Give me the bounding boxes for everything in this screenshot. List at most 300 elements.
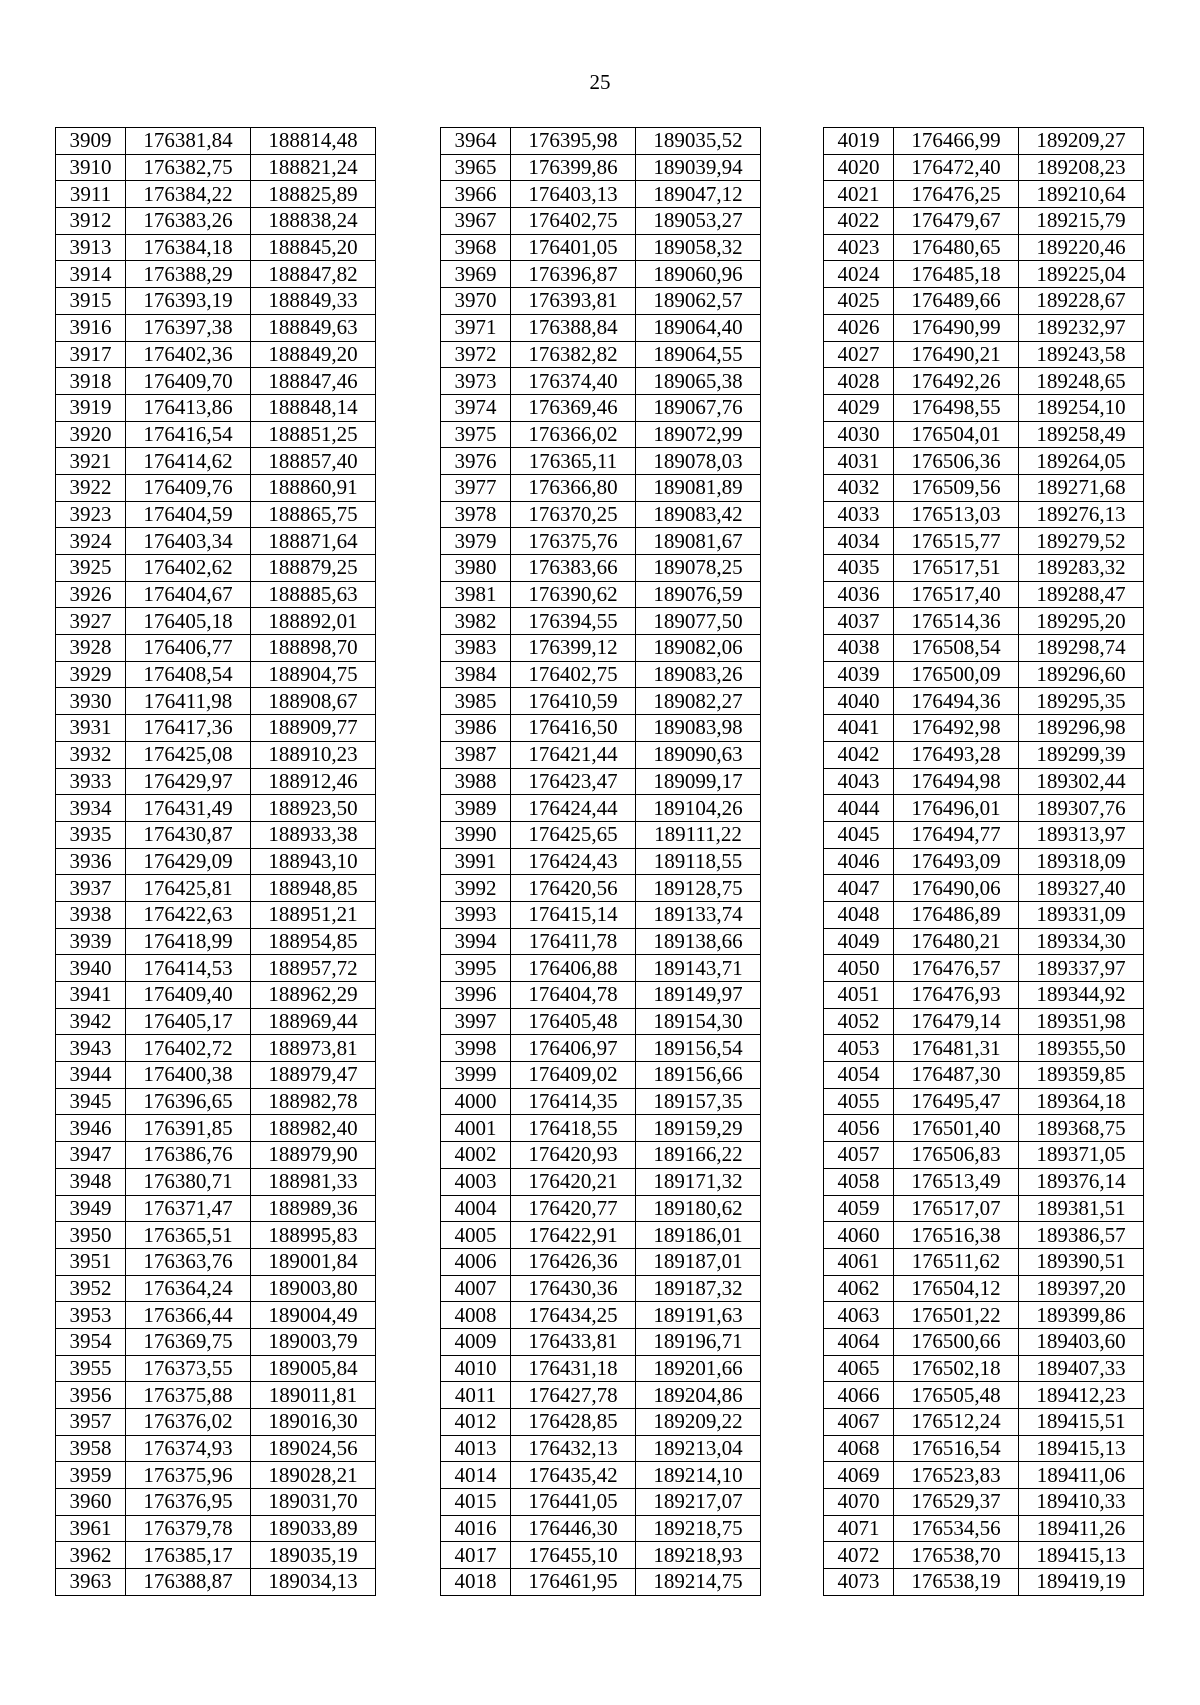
point-number-cell: 4000 xyxy=(441,1088,511,1115)
y-coordinate-cell: 189078,03 xyxy=(636,448,761,475)
table-row xyxy=(441,1115,761,1142)
x-coordinate-cell: 176425,65 xyxy=(511,821,636,848)
table-row xyxy=(56,288,376,315)
x-coordinate-cell: 176388,87 xyxy=(126,1569,251,1596)
table-row xyxy=(56,368,376,395)
point-number-cell: 4052 xyxy=(824,1008,894,1035)
x-coordinate-cell: 176400,38 xyxy=(126,1062,251,1089)
y-coordinate-cell: 189149,97 xyxy=(636,982,761,1009)
x-coordinate-cell: 176504,01 xyxy=(894,421,1019,448)
y-coordinate-cell: 188982,78 xyxy=(251,1088,376,1115)
x-coordinate-cell: 176485,18 xyxy=(894,261,1019,288)
x-coordinate-cell: 176500,09 xyxy=(894,661,1019,688)
y-coordinate-cell: 188849,63 xyxy=(251,314,376,341)
point-number-cell: 4069 xyxy=(824,1462,894,1489)
point-number-cell: 3919 xyxy=(56,394,126,421)
y-coordinate-cell: 189232,97 xyxy=(1019,314,1144,341)
table-row xyxy=(441,688,761,715)
table-row xyxy=(56,1382,376,1409)
y-coordinate-cell: 188892,01 xyxy=(251,608,376,635)
table-row xyxy=(441,474,761,501)
x-coordinate-cell: 176410,59 xyxy=(511,688,636,715)
x-coordinate-cell: 176375,88 xyxy=(126,1382,251,1409)
x-coordinate-cell: 176505,48 xyxy=(894,1382,1019,1409)
y-coordinate-cell: 189157,35 xyxy=(636,1088,761,1115)
table-row xyxy=(56,341,376,368)
y-coordinate-cell: 189035,52 xyxy=(636,128,761,155)
point-number-cell: 3987 xyxy=(441,741,511,768)
point-number-cell: 4024 xyxy=(824,261,894,288)
x-coordinate-cell: 176502,18 xyxy=(894,1355,1019,1382)
x-coordinate-cell: 176399,86 xyxy=(511,154,636,181)
table-row xyxy=(824,501,1144,528)
x-coordinate-cell: 176388,29 xyxy=(126,261,251,288)
table-row xyxy=(56,501,376,528)
point-number-cell: 3967 xyxy=(441,208,511,235)
table-row xyxy=(441,128,761,155)
point-number-cell: 3995 xyxy=(441,955,511,982)
x-coordinate-cell: 176373,55 xyxy=(126,1355,251,1382)
point-number-cell: 3944 xyxy=(56,1062,126,1089)
y-coordinate-cell: 189067,76 xyxy=(636,394,761,421)
table-row xyxy=(56,1035,376,1062)
point-number-cell: 4040 xyxy=(824,688,894,715)
table-row xyxy=(56,1569,376,1596)
x-coordinate-cell: 176538,70 xyxy=(894,1542,1019,1569)
point-number-cell: 3911 xyxy=(56,181,126,208)
table-row xyxy=(441,928,761,955)
table-row xyxy=(441,1569,761,1596)
x-coordinate-cell: 176405,48 xyxy=(511,1008,636,1035)
table-row xyxy=(441,314,761,341)
y-coordinate-cell: 189218,93 xyxy=(636,1542,761,1569)
point-number-cell: 4013 xyxy=(441,1435,511,1462)
x-coordinate-cell: 176369,46 xyxy=(511,394,636,421)
point-number-cell: 3934 xyxy=(56,795,126,822)
x-coordinate-cell: 176511,62 xyxy=(894,1248,1019,1275)
y-coordinate-cell: 188948,85 xyxy=(251,875,376,902)
point-number-cell: 4028 xyxy=(824,368,894,395)
x-coordinate-cell: 176461,95 xyxy=(511,1569,636,1596)
point-number-cell: 3920 xyxy=(56,421,126,448)
point-number-cell: 3961 xyxy=(56,1515,126,1542)
y-coordinate-cell: 189062,57 xyxy=(636,288,761,315)
y-coordinate-cell: 189403,60 xyxy=(1019,1328,1144,1355)
y-coordinate-cell: 189196,71 xyxy=(636,1328,761,1355)
table-row xyxy=(824,394,1144,421)
table-row xyxy=(441,608,761,635)
y-coordinate-cell: 189228,67 xyxy=(1019,288,1144,315)
table-row xyxy=(824,208,1144,235)
point-number-cell: 3966 xyxy=(441,181,511,208)
y-coordinate-cell: 189276,13 xyxy=(1019,501,1144,528)
x-coordinate-cell: 176494,77 xyxy=(894,821,1019,848)
x-coordinate-cell: 176384,18 xyxy=(126,234,251,261)
x-coordinate-cell: 176496,01 xyxy=(894,795,1019,822)
y-coordinate-cell: 189053,27 xyxy=(636,208,761,235)
point-number-cell: 3910 xyxy=(56,154,126,181)
point-number-cell: 4061 xyxy=(824,1248,894,1275)
x-coordinate-cell: 176369,75 xyxy=(126,1328,251,1355)
table-row xyxy=(824,154,1144,181)
table-row xyxy=(824,261,1144,288)
x-coordinate-cell: 176425,81 xyxy=(126,875,251,902)
point-number-cell: 4062 xyxy=(824,1275,894,1302)
point-number-cell: 4032 xyxy=(824,474,894,501)
point-number-cell: 3983 xyxy=(441,635,511,662)
coordinates-table-3 xyxy=(823,127,1144,1596)
y-coordinate-cell: 189028,21 xyxy=(251,1462,376,1489)
y-coordinate-cell: 189065,38 xyxy=(636,368,761,395)
x-coordinate-cell: 176409,02 xyxy=(511,1062,636,1089)
x-coordinate-cell: 176476,57 xyxy=(894,955,1019,982)
point-number-cell: 4010 xyxy=(441,1355,511,1382)
point-number-cell: 4072 xyxy=(824,1542,894,1569)
point-number-cell: 3947 xyxy=(56,1142,126,1169)
x-coordinate-cell: 176411,98 xyxy=(126,688,251,715)
y-coordinate-cell: 189064,55 xyxy=(636,341,761,368)
table-row xyxy=(824,1142,1144,1169)
x-coordinate-cell: 176406,77 xyxy=(126,635,251,662)
table-row xyxy=(441,1328,761,1355)
y-coordinate-cell: 189031,70 xyxy=(251,1489,376,1516)
y-coordinate-cell: 189083,26 xyxy=(636,661,761,688)
point-number-cell: 4067 xyxy=(824,1409,894,1436)
y-coordinate-cell: 188847,82 xyxy=(251,261,376,288)
y-coordinate-cell: 189187,32 xyxy=(636,1275,761,1302)
y-coordinate-cell: 189081,67 xyxy=(636,528,761,555)
point-number-cell: 4007 xyxy=(441,1275,511,1302)
point-number-cell: 4065 xyxy=(824,1355,894,1382)
point-number-cell: 4057 xyxy=(824,1142,894,1169)
x-coordinate-cell: 176479,14 xyxy=(894,1008,1019,1035)
y-coordinate-cell: 189411,26 xyxy=(1019,1515,1144,1542)
y-coordinate-cell: 188951,21 xyxy=(251,901,376,928)
table-row xyxy=(824,234,1144,261)
x-coordinate-cell: 176479,67 xyxy=(894,208,1019,235)
coordinates-table-1 xyxy=(55,127,376,1596)
table-row xyxy=(56,848,376,875)
x-coordinate-cell: 176490,21 xyxy=(894,341,1019,368)
table-row xyxy=(824,1088,1144,1115)
table-row xyxy=(441,1462,761,1489)
point-number-cell: 3997 xyxy=(441,1008,511,1035)
x-coordinate-cell: 176493,09 xyxy=(894,848,1019,875)
y-coordinate-cell: 189243,58 xyxy=(1019,341,1144,368)
x-coordinate-cell: 176495,47 xyxy=(894,1088,1019,1115)
x-coordinate-cell: 176517,51 xyxy=(894,555,1019,582)
table-row xyxy=(441,528,761,555)
y-coordinate-cell: 188979,47 xyxy=(251,1062,376,1089)
point-number-cell: 4027 xyxy=(824,341,894,368)
y-coordinate-cell: 189214,10 xyxy=(636,1462,761,1489)
table-row xyxy=(56,1328,376,1355)
table-row xyxy=(56,768,376,795)
table-row xyxy=(56,1542,376,1569)
y-coordinate-cell: 189060,96 xyxy=(636,261,761,288)
x-coordinate-cell: 176434,25 xyxy=(511,1302,636,1329)
table-row xyxy=(441,795,761,822)
table-row xyxy=(824,848,1144,875)
point-number-cell: 3942 xyxy=(56,1008,126,1035)
x-coordinate-cell: 176403,13 xyxy=(511,181,636,208)
x-coordinate-cell: 176476,25 xyxy=(894,181,1019,208)
x-coordinate-cell: 176425,08 xyxy=(126,741,251,768)
x-coordinate-cell: 176363,76 xyxy=(126,1248,251,1275)
table-row xyxy=(824,821,1144,848)
y-coordinate-cell: 189419,19 xyxy=(1019,1569,1144,1596)
x-coordinate-cell: 176432,13 xyxy=(511,1435,636,1462)
y-coordinate-cell: 189209,27 xyxy=(1019,128,1144,155)
x-coordinate-cell: 176493,28 xyxy=(894,741,1019,768)
table-row xyxy=(441,1355,761,1382)
table-row xyxy=(56,234,376,261)
table-row xyxy=(56,821,376,848)
point-number-cell: 4051 xyxy=(824,982,894,1009)
table-row xyxy=(56,1062,376,1089)
x-coordinate-cell: 176370,25 xyxy=(511,501,636,528)
y-coordinate-cell: 189209,22 xyxy=(636,1409,761,1436)
point-number-cell: 4058 xyxy=(824,1168,894,1195)
coordinates-table-2 xyxy=(440,127,761,1596)
point-number-cell: 3993 xyxy=(441,901,511,928)
y-coordinate-cell: 189064,40 xyxy=(636,314,761,341)
y-coordinate-cell: 189412,23 xyxy=(1019,1382,1144,1409)
y-coordinate-cell: 189364,18 xyxy=(1019,1088,1144,1115)
y-coordinate-cell: 188871,64 xyxy=(251,528,376,555)
point-number-cell: 3960 xyxy=(56,1489,126,1516)
point-number-cell: 3999 xyxy=(441,1062,511,1089)
x-coordinate-cell: 176397,38 xyxy=(126,314,251,341)
point-number-cell: 3963 xyxy=(56,1569,126,1596)
x-coordinate-cell: 176405,18 xyxy=(126,608,251,635)
y-coordinate-cell: 189128,75 xyxy=(636,875,761,902)
x-coordinate-cell: 176501,40 xyxy=(894,1115,1019,1142)
table-row xyxy=(56,1008,376,1035)
table-row xyxy=(824,181,1144,208)
point-number-cell: 4044 xyxy=(824,795,894,822)
table-row xyxy=(56,901,376,928)
point-number-cell: 3988 xyxy=(441,768,511,795)
y-coordinate-cell: 188825,89 xyxy=(251,181,376,208)
table-row xyxy=(441,1168,761,1195)
point-number-cell: 3912 xyxy=(56,208,126,235)
point-number-cell: 3930 xyxy=(56,688,126,715)
y-coordinate-cell: 188962,29 xyxy=(251,982,376,1009)
x-coordinate-cell: 176416,50 xyxy=(511,715,636,742)
point-number-cell: 4022 xyxy=(824,208,894,235)
x-coordinate-cell: 176430,87 xyxy=(126,821,251,848)
x-coordinate-cell: 176404,67 xyxy=(126,581,251,608)
point-number-cell: 4038 xyxy=(824,635,894,662)
table-row xyxy=(56,261,376,288)
point-number-cell: 3931 xyxy=(56,715,126,742)
y-coordinate-cell: 189283,32 xyxy=(1019,555,1144,582)
x-coordinate-cell: 176515,77 xyxy=(894,528,1019,555)
y-coordinate-cell: 188973,81 xyxy=(251,1035,376,1062)
x-coordinate-cell: 176538,19 xyxy=(894,1569,1019,1596)
table-row xyxy=(56,314,376,341)
x-coordinate-cell: 176426,36 xyxy=(511,1248,636,1275)
table-row xyxy=(824,1409,1144,1436)
point-number-cell: 3954 xyxy=(56,1328,126,1355)
table-row xyxy=(441,421,761,448)
y-coordinate-cell: 189318,09 xyxy=(1019,848,1144,875)
table-row xyxy=(441,555,761,582)
y-coordinate-cell: 188910,23 xyxy=(251,741,376,768)
x-coordinate-cell: 176396,65 xyxy=(126,1088,251,1115)
y-coordinate-cell: 188851,25 xyxy=(251,421,376,448)
point-number-cell: 3927 xyxy=(56,608,126,635)
x-coordinate-cell: 176403,34 xyxy=(126,528,251,555)
y-coordinate-cell: 188860,91 xyxy=(251,474,376,501)
table-row xyxy=(824,1035,1144,1062)
table-row xyxy=(824,1062,1144,1089)
point-number-cell: 3943 xyxy=(56,1035,126,1062)
y-coordinate-cell: 189082,27 xyxy=(636,688,761,715)
y-coordinate-cell: 188923,50 xyxy=(251,795,376,822)
point-number-cell: 3959 xyxy=(56,1462,126,1489)
table-row xyxy=(824,314,1144,341)
y-coordinate-cell: 189039,94 xyxy=(636,154,761,181)
table-row xyxy=(824,1382,1144,1409)
point-number-cell: 4042 xyxy=(824,741,894,768)
point-number-cell: 4030 xyxy=(824,421,894,448)
y-coordinate-cell: 189058,32 xyxy=(636,234,761,261)
x-coordinate-cell: 176420,93 xyxy=(511,1142,636,1169)
y-coordinate-cell: 189034,13 xyxy=(251,1569,376,1596)
y-coordinate-cell: 189083,98 xyxy=(636,715,761,742)
table-row xyxy=(441,821,761,848)
x-coordinate-cell: 176381,84 xyxy=(126,128,251,155)
point-number-cell: 3984 xyxy=(441,661,511,688)
x-coordinate-cell: 176409,40 xyxy=(126,982,251,1009)
x-coordinate-cell: 176399,12 xyxy=(511,635,636,662)
point-number-cell: 3981 xyxy=(441,581,511,608)
table-row xyxy=(441,1409,761,1436)
table-row xyxy=(824,688,1144,715)
x-coordinate-cell: 176501,22 xyxy=(894,1302,1019,1329)
x-coordinate-cell: 176404,78 xyxy=(511,982,636,1009)
point-number-cell: 4048 xyxy=(824,901,894,928)
point-number-cell: 4050 xyxy=(824,955,894,982)
x-coordinate-cell: 176498,55 xyxy=(894,394,1019,421)
table-row xyxy=(56,875,376,902)
y-coordinate-cell: 189213,04 xyxy=(636,1435,761,1462)
point-number-cell: 3914 xyxy=(56,261,126,288)
x-coordinate-cell: 176504,12 xyxy=(894,1275,1019,1302)
point-number-cell: 4034 xyxy=(824,528,894,555)
y-coordinate-cell: 188814,48 xyxy=(251,128,376,155)
table-row xyxy=(824,1222,1144,1249)
point-number-cell: 4037 xyxy=(824,608,894,635)
point-number-cell: 4023 xyxy=(824,234,894,261)
x-coordinate-cell: 176492,98 xyxy=(894,715,1019,742)
point-number-cell: 3946 xyxy=(56,1115,126,1142)
table-row xyxy=(441,394,761,421)
point-number-cell: 4070 xyxy=(824,1489,894,1516)
y-coordinate-cell: 189081,89 xyxy=(636,474,761,501)
point-number-cell: 4015 xyxy=(441,1489,511,1516)
point-number-cell: 4033 xyxy=(824,501,894,528)
y-coordinate-cell: 188909,77 xyxy=(251,715,376,742)
table-row xyxy=(441,715,761,742)
x-coordinate-cell: 176376,02 xyxy=(126,1409,251,1436)
point-number-cell: 4006 xyxy=(441,1248,511,1275)
y-coordinate-cell: 189415,51 xyxy=(1019,1409,1144,1436)
y-coordinate-cell: 189302,44 xyxy=(1019,768,1144,795)
x-coordinate-cell: 176415,14 xyxy=(511,901,636,928)
table-row xyxy=(56,1302,376,1329)
table-row xyxy=(56,1515,376,1542)
y-coordinate-cell: 189381,51 xyxy=(1019,1195,1144,1222)
x-coordinate-cell: 176517,40 xyxy=(894,581,1019,608)
point-number-cell: 3956 xyxy=(56,1382,126,1409)
point-number-cell: 4020 xyxy=(824,154,894,181)
x-coordinate-cell: 176382,82 xyxy=(511,341,636,368)
x-coordinate-cell: 176429,97 xyxy=(126,768,251,795)
point-number-cell: 3991 xyxy=(441,848,511,875)
x-coordinate-cell: 176366,44 xyxy=(126,1302,251,1329)
point-number-cell: 3913 xyxy=(56,234,126,261)
table-row xyxy=(441,741,761,768)
table-row xyxy=(824,1569,1144,1596)
table-row xyxy=(56,1142,376,1169)
x-coordinate-cell: 176490,06 xyxy=(894,875,1019,902)
x-coordinate-cell: 176423,47 xyxy=(511,768,636,795)
point-number-cell: 3964 xyxy=(441,128,511,155)
x-coordinate-cell: 176405,17 xyxy=(126,1008,251,1035)
table-row xyxy=(441,982,761,1009)
x-coordinate-cell: 176486,89 xyxy=(894,901,1019,928)
table-row xyxy=(441,955,761,982)
table-row xyxy=(56,1248,376,1275)
point-number-cell: 3921 xyxy=(56,448,126,475)
x-coordinate-cell: 176414,62 xyxy=(126,448,251,475)
point-number-cell: 3958 xyxy=(56,1435,126,1462)
y-coordinate-cell: 188982,40 xyxy=(251,1115,376,1142)
table-row xyxy=(56,1222,376,1249)
x-coordinate-cell: 176420,56 xyxy=(511,875,636,902)
x-coordinate-cell: 176481,31 xyxy=(894,1035,1019,1062)
point-number-cell: 4073 xyxy=(824,1569,894,1596)
y-coordinate-cell: 189082,06 xyxy=(636,635,761,662)
table-row xyxy=(824,901,1144,928)
x-coordinate-cell: 176472,40 xyxy=(894,154,1019,181)
x-coordinate-cell: 176386,76 xyxy=(126,1142,251,1169)
table-row xyxy=(56,528,376,555)
y-coordinate-cell: 189296,98 xyxy=(1019,715,1144,742)
point-number-cell: 3965 xyxy=(441,154,511,181)
y-coordinate-cell: 189258,49 xyxy=(1019,421,1144,448)
point-number-cell: 3985 xyxy=(441,688,511,715)
table-row xyxy=(824,1302,1144,1329)
table-row xyxy=(441,181,761,208)
y-coordinate-cell: 188821,24 xyxy=(251,154,376,181)
table-row xyxy=(824,635,1144,662)
point-number-cell: 4021 xyxy=(824,181,894,208)
point-number-cell: 3974 xyxy=(441,394,511,421)
y-coordinate-cell: 189288,47 xyxy=(1019,581,1144,608)
table-row xyxy=(824,474,1144,501)
y-coordinate-cell: 188933,38 xyxy=(251,821,376,848)
y-coordinate-cell: 189359,85 xyxy=(1019,1062,1144,1089)
table-row xyxy=(824,1462,1144,1489)
y-coordinate-cell: 189210,64 xyxy=(1019,181,1144,208)
table-row xyxy=(824,715,1144,742)
y-coordinate-cell: 188995,83 xyxy=(251,1222,376,1249)
point-number-cell: 4016 xyxy=(441,1515,511,1542)
